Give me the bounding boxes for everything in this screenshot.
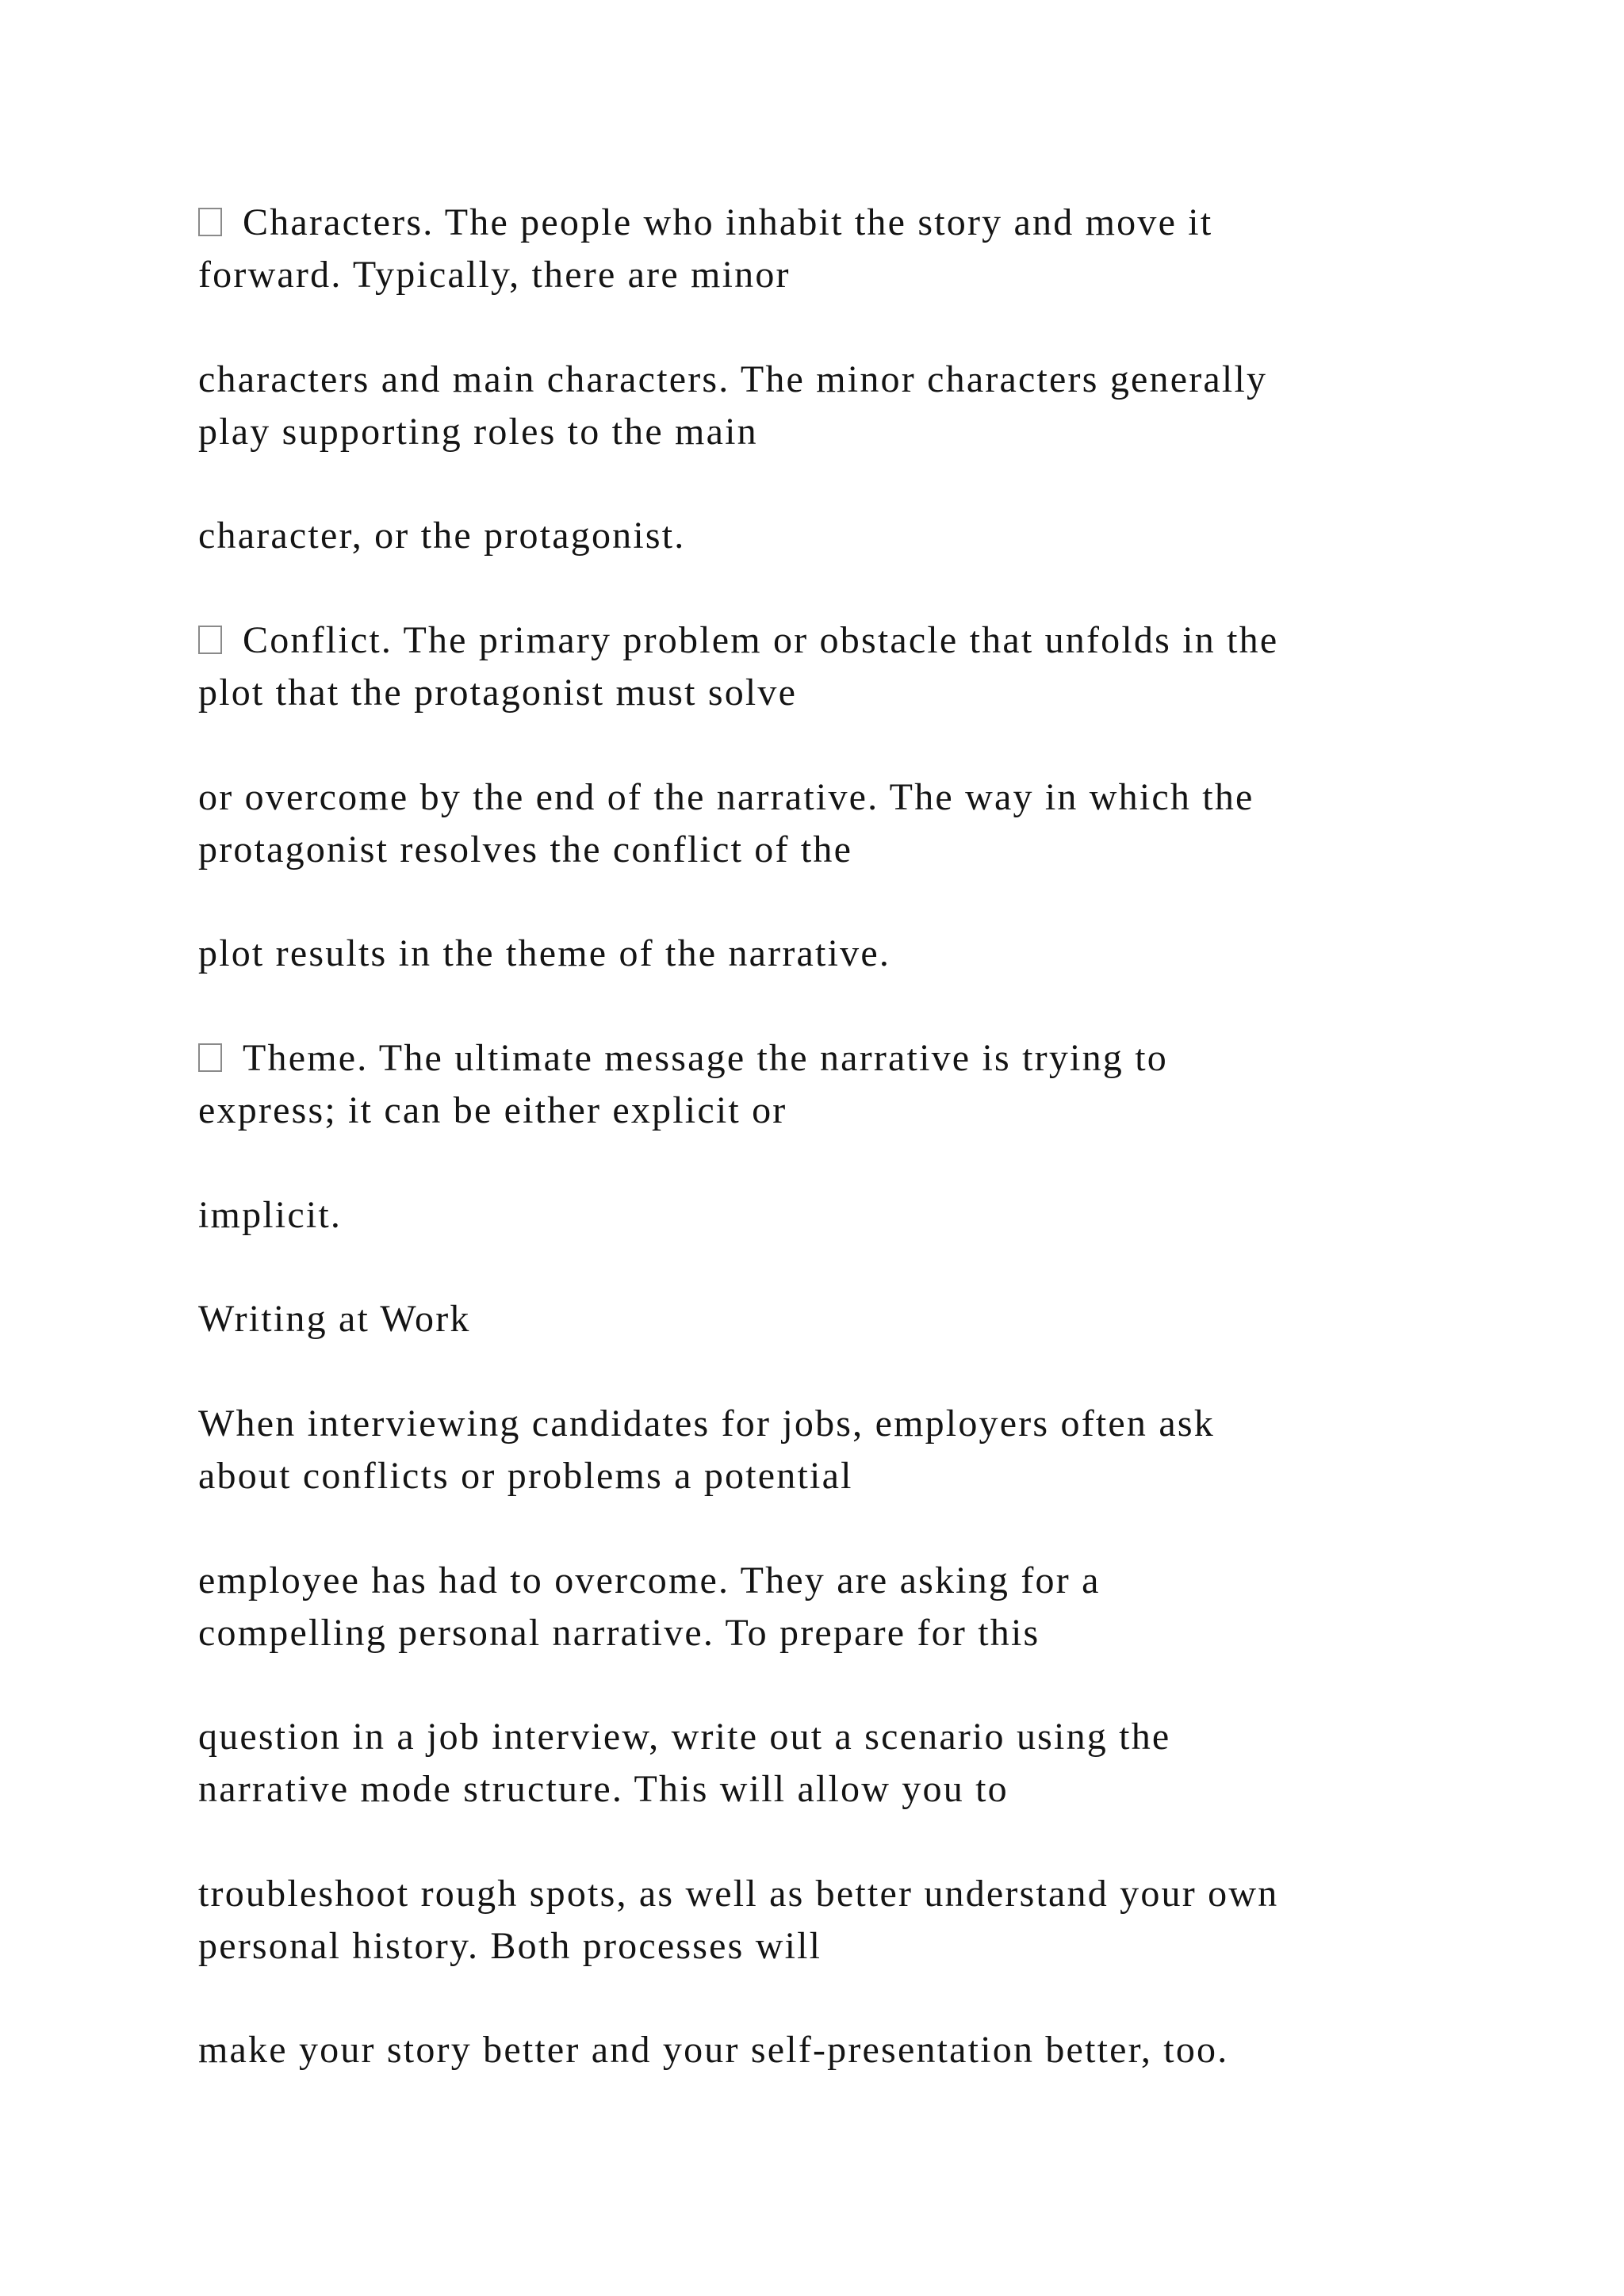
bullet-box-icon — [198, 1043, 222, 1072]
text-line: troubleshoot rough spots, as well as better understand your own — [198, 1873, 1279, 1915]
text-line: plot results in the theme of the narrative. — [198, 932, 891, 974]
text-line — [198, 197, 1212, 249]
text-line: about conflicts or problems a potential — [198, 1455, 853, 1497]
text-line: plot that the protagonist must solve — [198, 672, 798, 714]
bullet-box-icon — [198, 208, 222, 236]
text-line: implicit. — [198, 1194, 343, 1236]
text-line: protagonist resolves the conflict of the — [198, 828, 853, 871]
text-line: narrative mode structure. This will allow you to — [198, 1768, 1009, 1810]
text-line: make your story better and your self-presentation better, too. — [198, 2029, 1229, 2071]
text-line: play supporting roles to the main — [198, 411, 758, 453]
text-line — [198, 614, 1278, 667]
text-line: When interviewing candidates for jobs, employers often ask — [198, 1402, 1215, 1445]
text-line: character, or the protagonist. — [198, 515, 686, 557]
section-heading: Writing at Work — [198, 1298, 471, 1340]
text-line: or overcome by the end of the narrative. The way in which the — [198, 776, 1254, 818]
text-line: characters and main characters. The minor characters generally — [198, 358, 1268, 400]
line-text: Conflict. The primary problem or obstacle that unfolds in the — [243, 619, 1279, 661]
text-line: employee has had to overcome. They are asking for a — [198, 1559, 1101, 1601]
line-text: Theme. The ultimate message the narrative is trying to — [243, 1037, 1168, 1079]
text-line: personal history. Both processes will — [198, 1925, 822, 1967]
text-line: compelling personal narrative. To prepare for this — [198, 1612, 1040, 1654]
text-line: question in a job interview, write out a scenario using the — [198, 1716, 1171, 1758]
text-line: express; it can be either explicit or — [198, 1089, 787, 1131]
line-text: Characters. The people who inhabit the story and move it — [243, 201, 1213, 243]
text-line: forward. Typically, there are minor — [198, 254, 791, 296]
text-line — [198, 1032, 1168, 1085]
bullet-box-icon — [198, 626, 222, 654]
